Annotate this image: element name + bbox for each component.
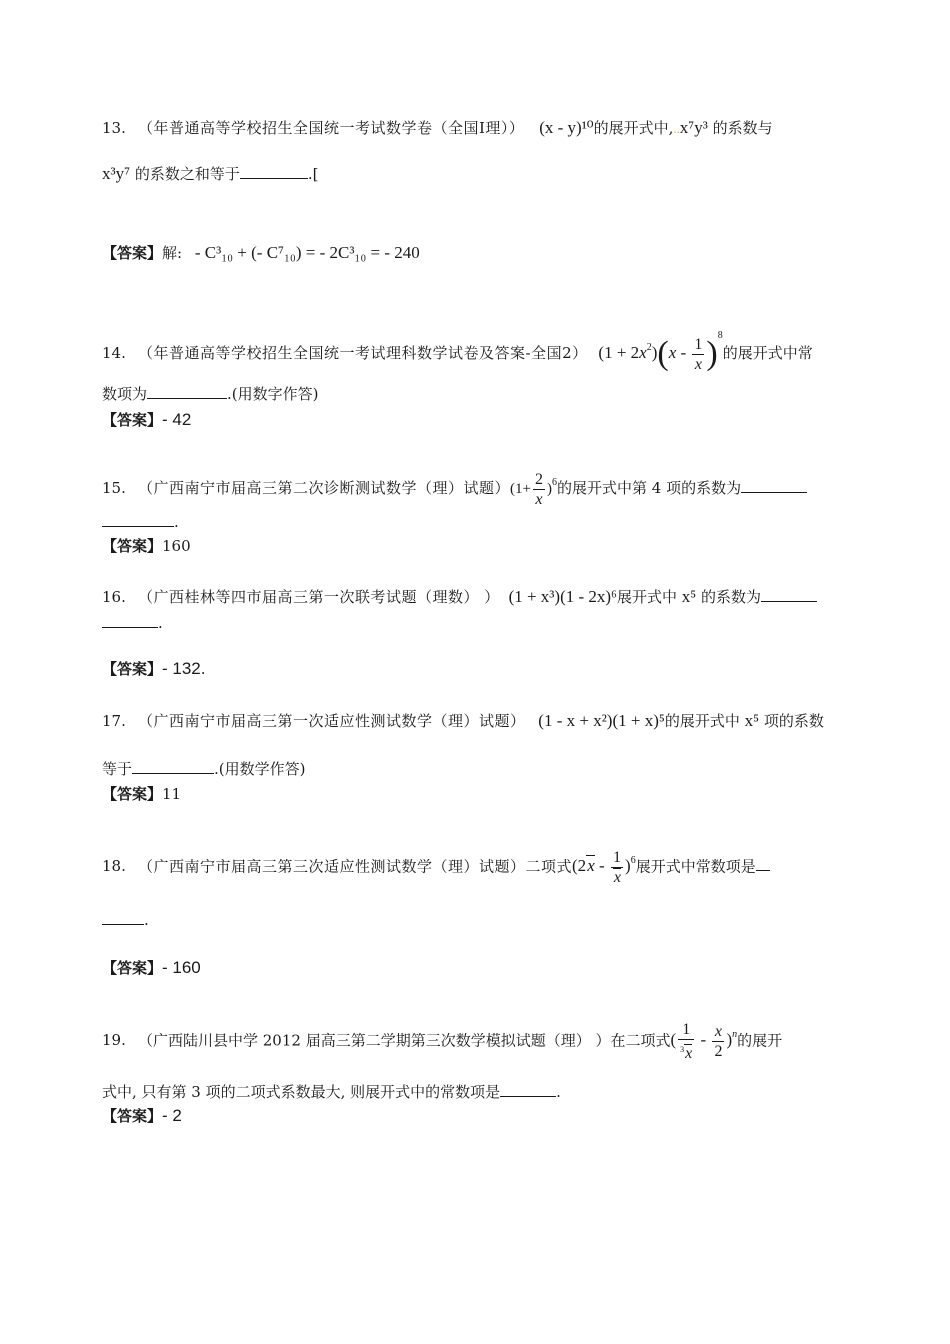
problem-text: .(用数字作答): [227, 385, 319, 403]
answer-label: 【答案】: [102, 660, 163, 678]
math-expression: (1+ $\frac{2}{x}$ )$^6$: [510, 471, 557, 508]
problem-line: [102, 1082, 561, 1102]
problem-text: 的系数之和等于: [134, 165, 240, 183]
problem-line: [102, 470, 807, 509]
math-term: x⁵: [744, 711, 760, 730]
answer-value: 160: [162, 537, 191, 555]
answer-line: [102, 784, 181, 804]
problem-source: （广西桂林等四市届高三第一次联考试题（理数） ）: [138, 588, 500, 606]
problem-text: .: [158, 614, 163, 632]
problem-source: （广西陆川县中学 2012 届高三第二学期第三次数学模拟试题（理） ）在二项式: [138, 1031, 671, 1050]
problem-number: 15.: [102, 478, 126, 497]
math-expression: (1 - x + x²)(1 + x)⁵: [538, 711, 665, 730]
problem-number: 19.: [102, 1031, 126, 1050]
math-expression: (2x - $\frac{1}{x}$ )$^6$: [572, 849, 636, 886]
decoration-dots: ..: [673, 125, 680, 136]
math-expression: $(1 + 2x^2)(x$ - $\frac{1}{x}$ )$^8$: [598, 330, 723, 373]
answer-label: 【答案】: [102, 537, 163, 555]
problem-text: 数项为: [102, 385, 148, 403]
answer-blank: [741, 478, 807, 493]
answer-label: 【答案】: [102, 1107, 163, 1125]
answer-line: [102, 659, 206, 679]
problem-line: [102, 1020, 782, 1063]
problem-line: [102, 384, 319, 404]
answer-label: 【答案】: [102, 411, 163, 429]
answer-label: 【答案】: [102, 959, 163, 977]
answer-blank: [761, 587, 817, 602]
math-term: x⁷y³: [679, 118, 708, 137]
math-expression: (x - y)¹⁰: [539, 118, 594, 137]
answer-blank: [147, 384, 227, 399]
problem-number: 14.: [102, 344, 126, 362]
answer-blank: [756, 856, 770, 871]
math-expression: (1 + x³)(1 - 2x)⁶: [508, 587, 617, 606]
answer-line: [102, 536, 191, 556]
math-term: x⁵: [681, 587, 697, 606]
problem-source: （广西南宁市届高三第一次适应性测试数学（理）试题）: [138, 712, 526, 730]
problem-number: 16.: [102, 588, 126, 606]
problem-line: [102, 326, 813, 374]
answer-value: - 2: [162, 1106, 182, 1125]
problem-text: 展开式中: [616, 588, 677, 606]
problem-line: [102, 848, 770, 887]
answer-value: - 160: [162, 958, 201, 977]
answer-value: - 132: [162, 659, 201, 678]
problem-text: .: [556, 1083, 561, 1101]
problem-text: 的展开: [737, 1031, 783, 1050]
problem-text: 展开式中常数项是: [635, 857, 756, 876]
math-expression: ( $\frac{1}{^3x}$ - $\frac{x}{2}$ )$^n$: [670, 1021, 738, 1062]
problem-text: .: [174, 513, 179, 531]
problem-text: 的系数与: [712, 119, 773, 137]
problem-line: [102, 711, 824, 731]
problem-source: （年普通高等学校招生全国统一考试数学卷（全国Ⅰ理））: [138, 119, 525, 137]
problem-text: 项的系数: [763, 712, 824, 730]
problem-number: 13.: [102, 119, 126, 137]
problem-line: [102, 910, 149, 930]
answer-label: 【答案】: [102, 785, 163, 803]
answer-blank: [102, 613, 158, 628]
answer-line: [102, 958, 201, 978]
problem-line: [102, 587, 817, 607]
answer-line: [102, 243, 420, 263]
problem-text: 的展开式中常: [722, 344, 813, 362]
problem-text: 等于: [102, 760, 133, 778]
answer-blank: [102, 512, 174, 527]
problem-text: .(用数学作答): [214, 760, 306, 778]
problem-text: 的系数为: [701, 588, 762, 606]
answer-prefix: 解:: [162, 244, 183, 262]
answer-value: 11: [162, 785, 182, 803]
problem-source: （年普通高等学校招生全国统一考试理科数学试卷及答案-全国2）: [138, 344, 588, 362]
problem-text: .[: [307, 165, 319, 183]
problem-line: [102, 512, 179, 532]
answer-blank: [240, 164, 308, 179]
answer-label: 【答案】: [102, 244, 163, 262]
problem-line: [102, 164, 318, 184]
problem-line: [102, 759, 306, 779]
problem-line: [102, 613, 163, 633]
problem-source: （广西南宁市届高三第二次诊断测试数学（理）试题）: [138, 478, 511, 497]
math-term: x³y⁷: [102, 164, 131, 183]
answer-blank: [132, 759, 214, 774]
problem-text: 式中, 只有第 3 项的二项式系数最大, 则展开式中的常数项是: [102, 1083, 501, 1101]
answer-line: [102, 1106, 182, 1126]
answer-blank: [500, 1082, 556, 1097]
problem-number: 17.: [102, 712, 126, 730]
answer-value: - 42: [162, 410, 192, 429]
problem-number: 18.: [102, 857, 126, 876]
answer-blank: [102, 910, 144, 925]
problem-text: 的展开式中第 4 项的系数为: [556, 478, 742, 497]
problem-source: （广西南宁市届高三第三次适应性测试数学（理）试题）二项式: [138, 857, 573, 876]
answer-line: [102, 410, 191, 430]
answer-value: - C³₁₀ + (- C⁷₁₀) = - 2C³₁₀ = - 240: [194, 243, 420, 262]
answer-suffix: .: [200, 660, 206, 678]
problem-text: 的展开式中: [664, 712, 740, 730]
problem-line: [102, 118, 773, 141]
problem-text: .: [144, 911, 149, 929]
problem-text: 的展开式中,: [593, 119, 674, 137]
